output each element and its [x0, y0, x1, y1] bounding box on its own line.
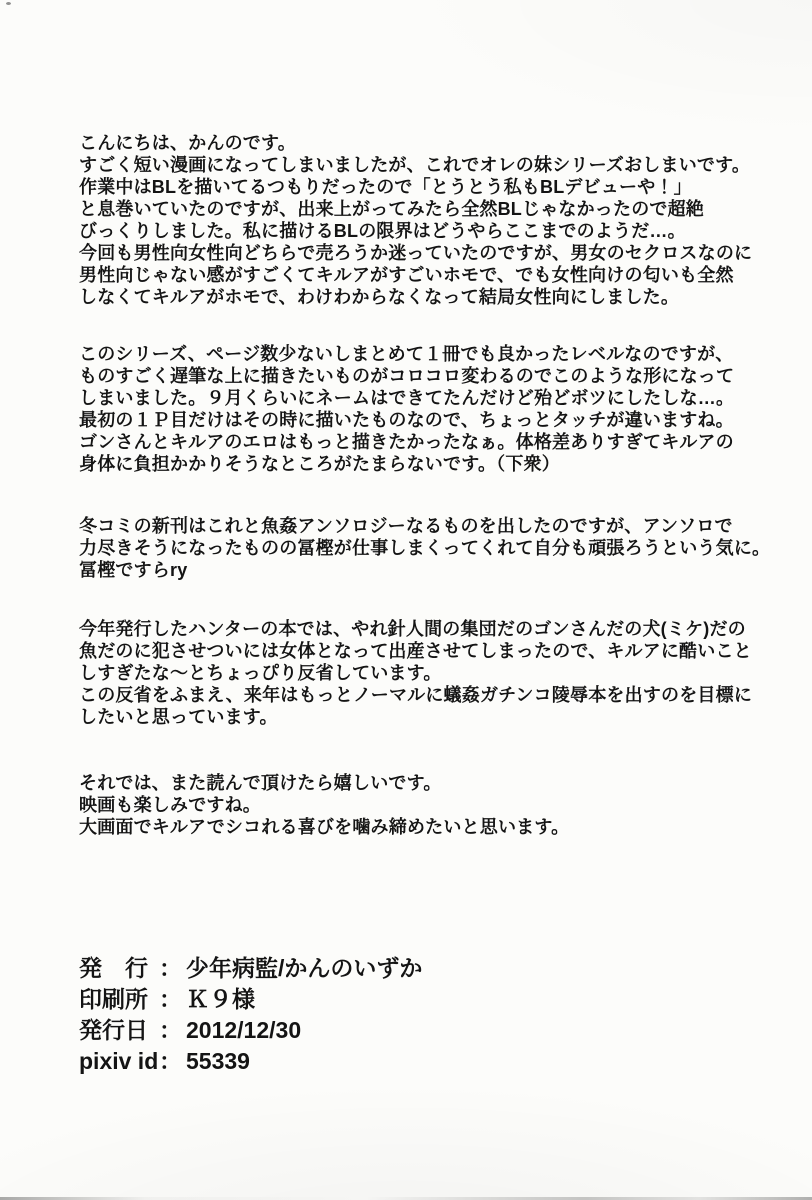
text-line: ものすごく遅筆な上に描きたいものがコロコロ変わるのでこのような形になって: [79, 366, 735, 386]
colophon-label: pixiv id: [79, 1048, 159, 1074]
colophon-separator: ：: [159, 986, 182, 1012]
text-line: すごく短い漫画になってしまいましたが、これでオレの妹シリーズおしまいです。: [79, 155, 751, 175]
scan-artifact-speck: [6, 2, 11, 5]
colophon-row-publisher: [79, 953, 422, 984]
afterword-paragraph-1: [79, 132, 792, 308]
colophon-value: Ｋ９様: [186, 986, 255, 1012]
text-line: 魚だのに犯させついには女体となって出産させてしまったので、キルアに酷いこと: [79, 641, 752, 661]
text-line: びっくりしました。私に描けるBLの限界はどうやらここまでのようだ…。: [79, 221, 686, 241]
text-line: と息巻いていたのですが、出来上がってみたら全然BLじゃなかったので超絶: [79, 199, 704, 219]
text-line: 今年発行したハンターの本では、やれ針人間の集団だのゴンさんだの犬(ミケ)だの: [79, 619, 746, 639]
text-line: したいと思っています。: [79, 707, 278, 727]
text-line: 身体に負担かかりそうなところがたまらないです。（下衆）: [79, 454, 560, 474]
colophon-value: 少年病監/かんのいずか: [186, 955, 423, 981]
text-line: こんにちは、かんのです。: [79, 133, 296, 153]
text-line: ゴンさんとキルアのエロはもっと描きたかったなぁ。体格差ありすぎてキルアの: [79, 432, 734, 452]
afterword-paragraph-5: [79, 772, 792, 838]
colophon-separator: ：: [159, 955, 182, 981]
colophon-label: 印刷所: [79, 986, 148, 1012]
afterword-paragraph-2: [79, 343, 792, 475]
text-line: このシリーズ、ページ数少ないしまとめて１冊でも良かったレベルなのですが、: [79, 344, 734, 364]
text-line: 力尽きそうになったものの冨樫が仕事しまくってくれて自分も頑張ろうという気に。: [79, 538, 771, 558]
text-line: しすぎたな～とちょっぴり反省しています。: [79, 663, 442, 683]
text-line: この反省をふまえ、来年はもっとノーマルに蟻姦ガチンコ陵辱本を出すのを目標に: [79, 685, 753, 705]
colophon-label: 発 行: [79, 955, 148, 981]
afterword-paragraph-4: [79, 618, 792, 728]
text-line: 作業中はBLを描いてるつもりだったので「とうとう私もBLデビューや！」: [79, 177, 692, 197]
colophon: [79, 953, 422, 1077]
text-line: それでは、また読んで頂けたら嬉しいです。: [79, 773, 442, 793]
colophon-row-printer: [79, 984, 422, 1015]
colophon-value: 2012/12/30: [186, 1017, 302, 1043]
text-line: 今回も男性向女性向どちらで売ろうか迷っていたのですが、男女のセクロスなのに: [79, 243, 753, 263]
text-line: 冨樫ですらry: [79, 560, 188, 580]
text-line: 大画面でキルアでシコれる喜びを噛み締めたいと思います。: [79, 817, 570, 837]
colophon-separator: ：: [159, 1017, 182, 1043]
colophon-row-pixiv-id: [79, 1046, 422, 1077]
text-line: 男性向じゃない感がすごくてキルアがすごいホモで、でも女性向けの匂いも全然: [79, 265, 734, 285]
colophon-row-publish-date: [79, 1015, 422, 1046]
text-line: しまいました。９月くらいにネームはできてたんだけど殆どボツにしたしな…。: [79, 388, 735, 408]
text-line: 映画も楽しみですね。: [79, 795, 261, 815]
colophon-value: 55339: [186, 1048, 250, 1074]
text-line: 冬コミの新刊はこれと魚姦アンソロジーなるものを出したのですが、アンソロで: [79, 516, 733, 536]
text-line: しなくてキルアがホモで、わけわからなくなって結局女性向にしました。: [79, 287, 680, 307]
text-line: 最初の１Ｐ目だけはその時に描いたものなので、ちょっとタッチが違いますね。: [79, 410, 734, 430]
colophon-separator: ：: [159, 1048, 182, 1074]
afterword-paragraph-3: [79, 515, 792, 581]
colophon-label: 発行日: [79, 1017, 148, 1043]
